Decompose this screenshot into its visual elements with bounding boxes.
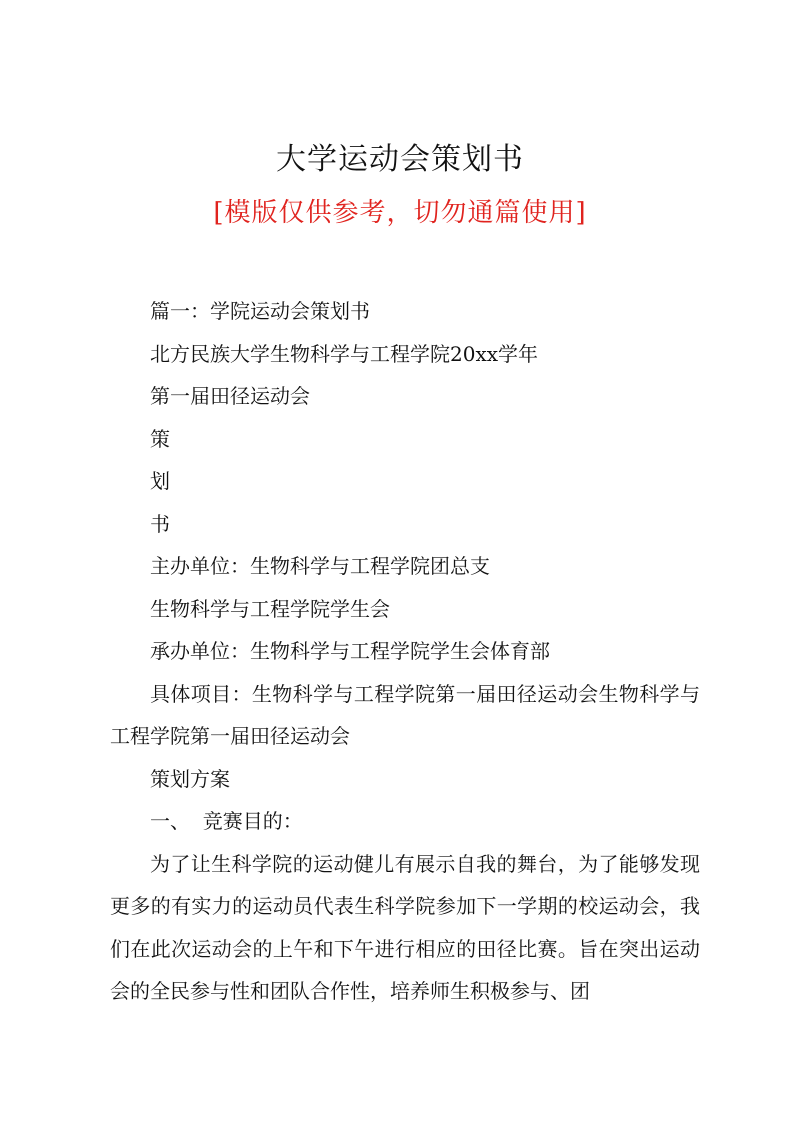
- paragraph-char-shu: 书: [150, 511, 170, 536]
- paragraph-co-organizer: 生物科学与工程学院学生会: [150, 596, 390, 621]
- paragraph-char-ce: 策: [150, 426, 170, 451]
- paragraph-organizer: 主办单位：生物科学与工程学院团总支: [150, 554, 490, 578]
- paragraph-project: 具体项目：生物科学与工程学院第一届田径运动会生物科学与工程学院第一届田径运动会: [110, 681, 700, 748]
- paragraph-undertaker: 承办单位：生物科学与工程学院学生会体育部: [150, 639, 550, 663]
- paragraph-purpose-heading: 一、 竞赛目的：: [150, 809, 303, 833]
- paragraph-char-hua: 划: [150, 469, 170, 493]
- paragraph-section-heading: 篇一：学院运动会策划书: [150, 299, 370, 323]
- paragraph-purpose-body: 为了让生科学院的运动健儿有展示自我的舞台，为了能够发现更多的有实力的运动员代表生科学院参加下一学期的校运动会，我们在此次运动会的上午和下午进行相应的田径比赛。旨在突出运动会的全民参与性和团队合作性，培养师生积极参与、团: [110, 851, 700, 1003]
- document-body: [110, 290, 700, 1013]
- paragraph-event-name: 第一届田径运动会: [150, 384, 310, 408]
- paragraph-school-year: 北方民族大学生物科学与工程学院20xx学年: [150, 341, 539, 366]
- document-title: 大学运动会策划书: [276, 142, 524, 177]
- paragraph-plan-heading: 策划方案: [150, 766, 230, 791]
- template-notice: [模版仅供参考，切勿通篇使用]: [213, 198, 587, 228]
